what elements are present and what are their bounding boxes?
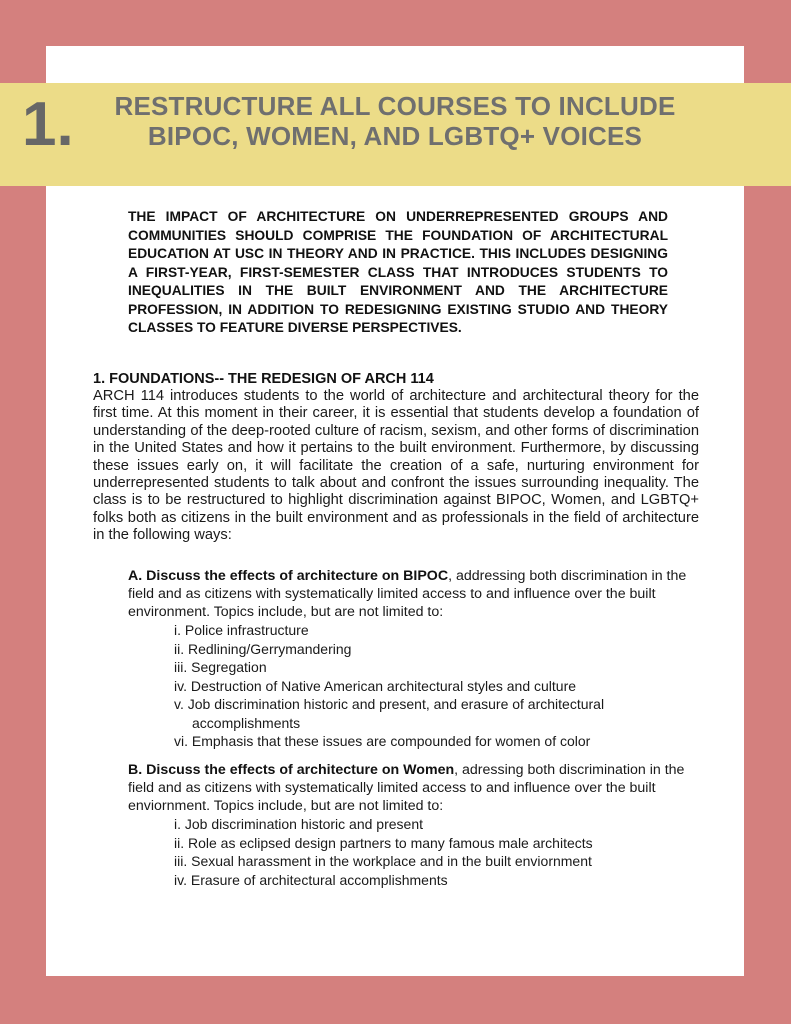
list-item: i. Job discrimination historic and present [174,816,424,832]
list-item: iii. Segregation [174,659,267,675]
list-item: v. Job discrimination historic and present, and erasure of architectural accomplishments [174,696,605,731]
intro-paragraph: THE IMPACT OF ARCHITECTURE ON UNDERREPRESENTED GROUPS AND COMMUNITIES SHOULD COMPRISE THE FOUNDATION OF ARCHITECTURAL EDUCATION AT USC IN THEORY AND IN PRACTICE. THIS INCLUDES DESIGNING A FIRST-YEAR, FIRST-SEMESTER CLASS THAT INTRODUCES STUDENTS TO INEQUALITIES IN THE BUILT ENVIRONMENT AND THE ARCHITECTURE PROFESSION, IN ADDITION TO REDESIGNING EXISTING STUDIO AND THEORY CLASSES TO FEATURE DIVERSE PERSPECTIVES. [128,209,668,335]
banner-title: RESTRUCTURE ALL COURSES TO INCLUDE BIPOC, WOMEN, AND LGBTQ+ VOICES [114,91,676,151]
subsection-lead: A. Discuss the effects of architecture on BIPOC [128,568,449,584]
subsection-intro [128,567,700,621]
list-item: ii. Role as eclipsed design partners to many famous male architects [174,834,593,851]
subsection-rest: , adressing both discrimination in the field and as citizens with systematically limited access to and influence over the built enviornment. Topics include, but are not limited to: [128,762,685,814]
topic-list [128,815,700,889]
list-item: i. Police infrastructure [174,622,309,638]
subsection-rest: , addressing both discrimination in the field and as citizens with systematically limited access to and influence over the built environment. Topics include, but are not limited to: [128,568,687,620]
list-item: iv. Destruction of Native American architectural styles and culture [174,677,577,694]
subsection-women [128,761,700,889]
topic-list [128,621,700,751]
section-heading: 1. FOUNDATIONS-- THE REDESIGN OF ARCH 114 [93,371,434,387]
list-item: iv. Erasure of architectural accomplishments [174,871,448,888]
subsection-lead: B. Discuss the effects of architecture on Women [128,762,455,778]
list-item: ii. Redlining/Gerrymandering [174,640,352,657]
subsection-intro [128,761,700,815]
section-body: ARCH 114 introduces students to the world of architecture and architectural theory for the first time. At this moment in their career, it is essential that students develop a foundation of understanding of the deep-rooted culture of racism, sexism, and other forms of discrimination in the United States and how it pertains to the built environment. Furthermore, by discussing these issues early on, it will facilitate the creation of a safe, nurturing environment for underrepresented students to talk about and confront the issues surrounding inequality. The class is to be restructured to highlight discrimination against BIPOC, Women, and LGBTQ+ folks both as citizens in the built environment and as professionals in the field of architecture in the following ways: [93,388,699,544]
banner-number: 1. [22,90,74,159]
list-item: iii. Sexual harassment in the workplace and in the built enviornment [174,853,592,869]
subsection-bipoc [128,567,700,751]
list-item: vi. Emphasis that these issues are compounded for women of color [174,733,591,749]
